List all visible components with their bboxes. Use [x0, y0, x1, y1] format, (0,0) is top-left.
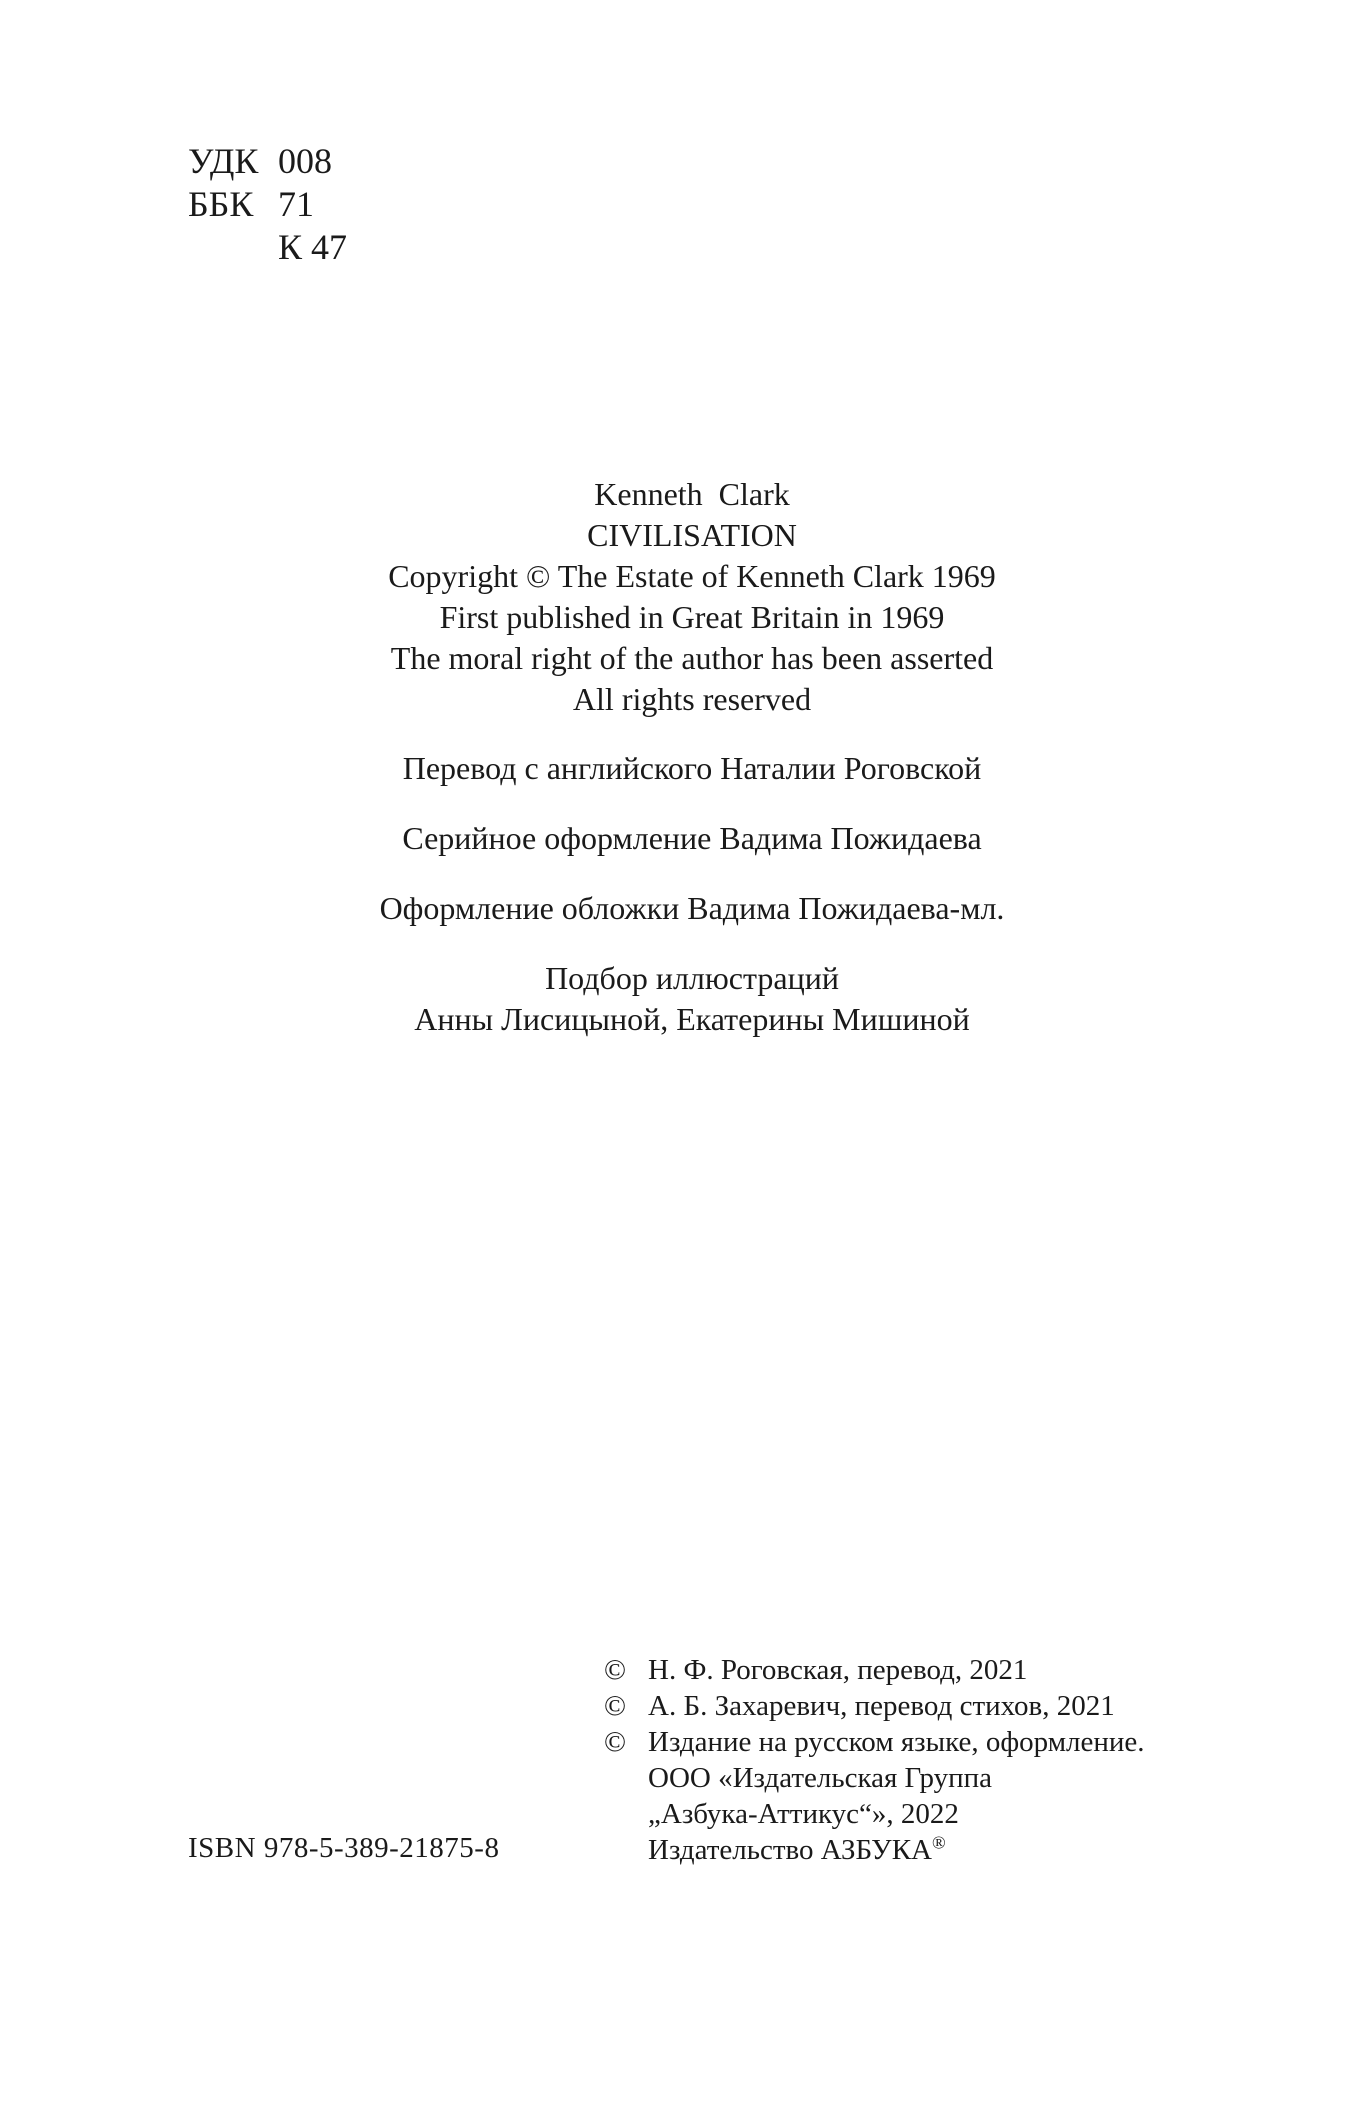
translation-credit-block: [0, 748, 1358, 789]
copyright-text: Н. Ф. Роговская, перевод, 2021: [648, 1654, 1028, 1686]
original-edition-block: [0, 474, 1358, 720]
original-copyright: Copyright © The Estate of Kenneth Clark 1969: [388, 558, 996, 594]
udk-value: 008: [278, 141, 332, 181]
bbk-row: [188, 183, 347, 226]
original-title: CIVILISATION: [587, 517, 797, 553]
cover-design-block: [0, 888, 1358, 929]
registered-mark: ®: [931, 1832, 946, 1853]
copyright-item-verse-translation: [604, 1688, 1145, 1724]
author-mark: К 47: [278, 227, 348, 267]
copyright-item-edition: [604, 1724, 1145, 1760]
udk-row: [188, 140, 347, 183]
illustrations-label: Подбор иллюстраций: [545, 960, 839, 996]
copyright-sign: ©: [604, 1654, 627, 1686]
bbk-value: 71: [278, 184, 314, 224]
copyright-list: [604, 1652, 1145, 1868]
series-design-block: [0, 818, 1358, 859]
first-published: First published in Great Britain in 1969: [439, 599, 945, 635]
rights-reserved: All rights reserved: [572, 681, 812, 717]
publisher-group-line: ООО «Издательская Группа: [648, 1762, 993, 1794]
publisher-imprint: Издательство АЗБУКА: [648, 1834, 932, 1866]
illustrations-block: [0, 958, 1358, 1040]
moral-right: The moral right of the author has been asserted: [390, 640, 994, 676]
copyright-text: Издание на русском языке, оформление.: [648, 1726, 1145, 1758]
bbk-label: ББК: [188, 184, 254, 224]
series-design-credit: Серийное оформление Вадима Пожидаева: [402, 820, 982, 856]
isbn: ISBN 978-5-389-21875-8: [188, 1832, 500, 1864]
copyright-text: А. Б. Захаревич, перевод стихов, 2021: [648, 1690, 1115, 1722]
publisher-imprint-line: [604, 1832, 1145, 1868]
cover-design-credit: Оформление обложки Вадима Пожидаева-мл.: [379, 890, 1005, 926]
original-author: Kenneth Clark: [594, 476, 790, 512]
copyright-sign: ©: [604, 1726, 627, 1758]
udk-label: УДК: [188, 141, 259, 181]
classification-block: [188, 140, 347, 269]
publisher-group-name-line: „Азбука-Аттикус“», 2022: [648, 1798, 959, 1830]
illustrations-names: Анны Лисицыной, Екатерины Мишиной: [414, 1001, 970, 1037]
copyright-sign: ©: [604, 1690, 627, 1722]
copyright-item-translation: [604, 1652, 1145, 1688]
translation-credit: Перевод с английского Наталии Роговской: [402, 750, 982, 786]
